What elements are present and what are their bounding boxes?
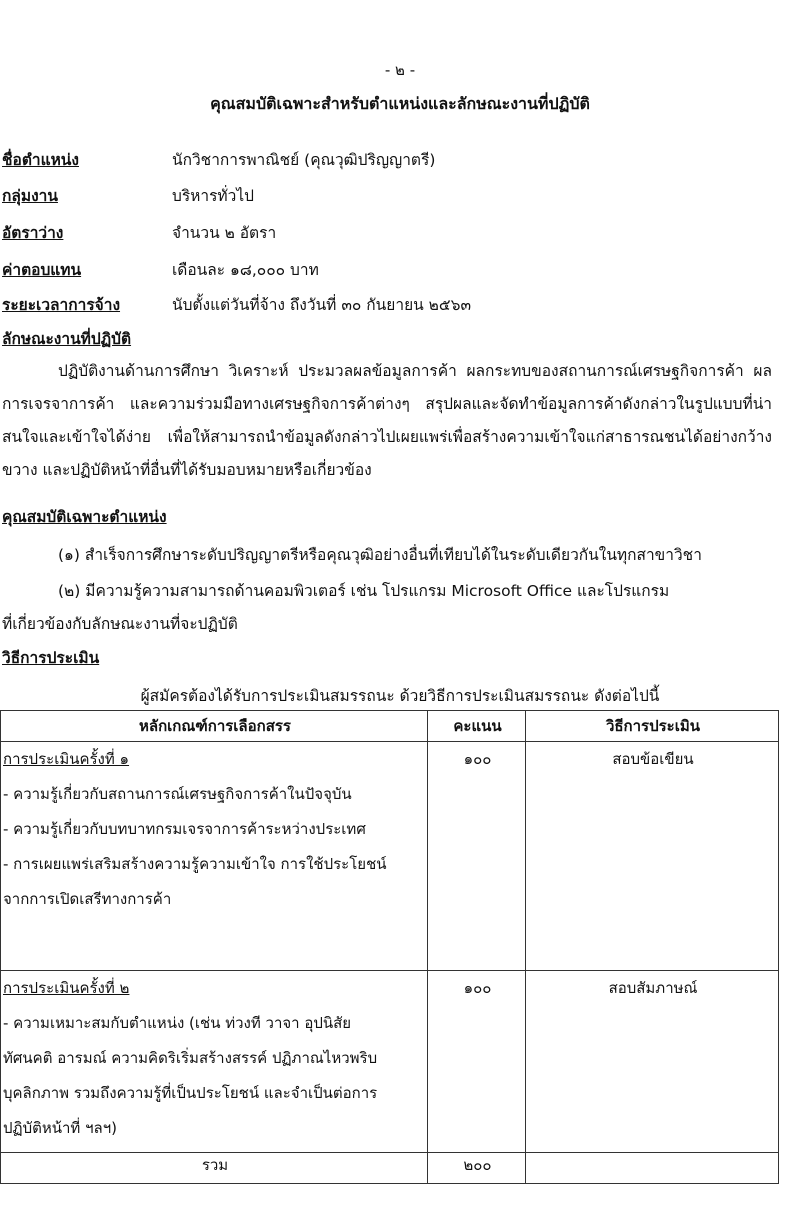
- round1-method-text: สอบข้อเขียน: [612, 750, 694, 768]
- round1-title: การประเมินครั้งที่ ๑: [3, 750, 130, 768]
- qualification-item-2-cont: ที่เกี่ยวข้องกับลักษณะงานที่จะปฏิบัติ: [2, 615, 238, 633]
- field-label-group: กลุ่มงาน: [2, 187, 58, 205]
- job-nature-heading: ลักษณะงานที่ปฏิบัติ: [2, 330, 132, 348]
- table-total-row: [1, 1153, 779, 1184]
- field-label-position: ชื่อตำแหน่ง: [2, 151, 79, 169]
- field-value-vacancy: จำนวน ๒ อัตรา: [172, 224, 277, 242]
- field-value-group: บริหารทั่วไป: [172, 187, 254, 205]
- header-score: คะแนน: [428, 711, 526, 742]
- job-nature-text: ปฏิบัติงานด้านการศึกษา วิเคราะห์ ประมวลผลข้อมูลการค้า ผลกระทบของสถานการณ์เศรษฐกิจการค้า ผลการเจรจาการค้า และความร่วมมือทางเศรษฐกิจการค้าต่างๆ สรุปผลและจัดทำข้อมูลการค้าดังกล่าวในรูปแบบที่น่าสนใจและเข้าใจได้ง่าย เพื่อให้สามารถนำข้อมูลดังกล่าวไปเผยแพร่เพื่อสร้างความเข้าใจแก่สาธารณชนได้อย่างกว้างขวาง และปฏิบัติหน้าที่อื่นที่ได้รับมอบหมายหรือเกี่ยวข้อง: [2, 362, 772, 479]
- round1-score: [428, 742, 526, 971]
- field-value-position: นักวิชาการพาณิชย์ (คุณวุฒิปริญญาตรี): [172, 151, 436, 169]
- table-row: [1, 742, 779, 971]
- field-value-period: นับตั้งแต่วันที่จ้าง ถึงวันที่ ๓๐ กันยายน ๒๕๖๓: [172, 296, 472, 314]
- field-value-salary: เดือนละ ๑๘,๐๐๐ บาท: [172, 261, 319, 279]
- header-method: วิธีการประเมิน: [526, 711, 779, 742]
- header-criteria: หลักเกณฑ์การเลือกสรร: [1, 711, 428, 742]
- round1-line-3: - การเผยแพร่เสริมสร้างความรู้ความเข้าใจ การใช้ประโยชน์: [3, 855, 387, 873]
- round2-line-1: - ความเหมาะสมกับตำแหน่ง (เช่น ท่วงที วาจา อุปนิสัย: [3, 1014, 352, 1032]
- round1-line-4: จากการเปิดเสรีทางการค้า: [3, 890, 172, 908]
- round2-line-2: ทัศนคติ อารมณ์ ความคิดริเริ่มสร้างสรรค์ ปฏิภาณไหวพริบ: [3, 1049, 378, 1067]
- total-label: รวม: [1, 1153, 428, 1184]
- page-number: - ๒ -: [384, 61, 416, 79]
- total-method: [526, 1153, 779, 1184]
- assessment-table: [0, 710, 779, 1184]
- assessment-heading: วิธีการประเมิน: [2, 649, 100, 667]
- field-label-vacancy: อัตราว่าง: [2, 224, 64, 242]
- round1-score-text: ๑๐๐: [463, 750, 492, 768]
- qualification-item-1: (๑) สำเร็จการศึกษาระดับปริญญาตรีหรือคุณวุฒิอย่างอื่นที่เทียบได้ในระดับเดียวกันในทุกสาขาวิชา: [58, 546, 702, 564]
- round1-method: [526, 742, 779, 971]
- table-row: [1, 971, 779, 1153]
- round2-title: การประเมินครั้งที่ ๒: [3, 979, 130, 997]
- round1-line-1: - ความรู้เกี่ยวกับสถานการณ์เศรษฐกิจการค้าในปัจจุบัน: [3, 785, 352, 803]
- round2-line-4: ปฏิบัติหน้าที่ ฯลฯ): [3, 1119, 117, 1137]
- round2-line-3: บุคลิกภาพ รวมถึงความรู้ที่เป็นประโยชน์ และจำเป็นต่อการ: [3, 1084, 378, 1102]
- round2-criteria-cell: [1, 971, 428, 1153]
- total-score: ๒๐๐: [428, 1153, 526, 1184]
- qualification-item-2: (๒) มีความรู้ความสามารถด้านคอมพิวเตอร์ เช่น โปรแกรม Microsoft Office และโปรแกรม: [58, 582, 670, 600]
- round1-criteria-cell: [1, 742, 428, 971]
- round2-score: [428, 971, 526, 1153]
- assessment-intro: ผู้สมัครต้องได้รับการประเมินสมรรถนะ ด้วยวิธีการประเมินสมรรถนะ ดังต่อไปนี้: [140, 687, 660, 705]
- page-title: คุณสมบัติเฉพาะสำหรับตำแหน่งและลักษณะงานที่ปฏิบัติ: [210, 94, 590, 113]
- round2-score-text: ๑๐๐: [463, 979, 492, 997]
- round2-method: [526, 971, 779, 1153]
- field-label-salary: ค่าตอบแทน: [2, 261, 82, 279]
- round2-method-text: สอบสัมภาษณ์: [608, 979, 698, 997]
- round1-line-2: - ความรู้เกี่ยวกับบทบาทกรมเจรจาการค้าระหว่างประเทศ: [3, 820, 366, 838]
- job-nature-paragraph: [2, 355, 772, 487]
- qualifications-heading: คุณสมบัติเฉพาะตำแหน่ง: [2, 508, 167, 526]
- field-label-period: ระยะเวลาการจ้าง: [2, 296, 121, 314]
- table-header-row: [1, 711, 779, 742]
